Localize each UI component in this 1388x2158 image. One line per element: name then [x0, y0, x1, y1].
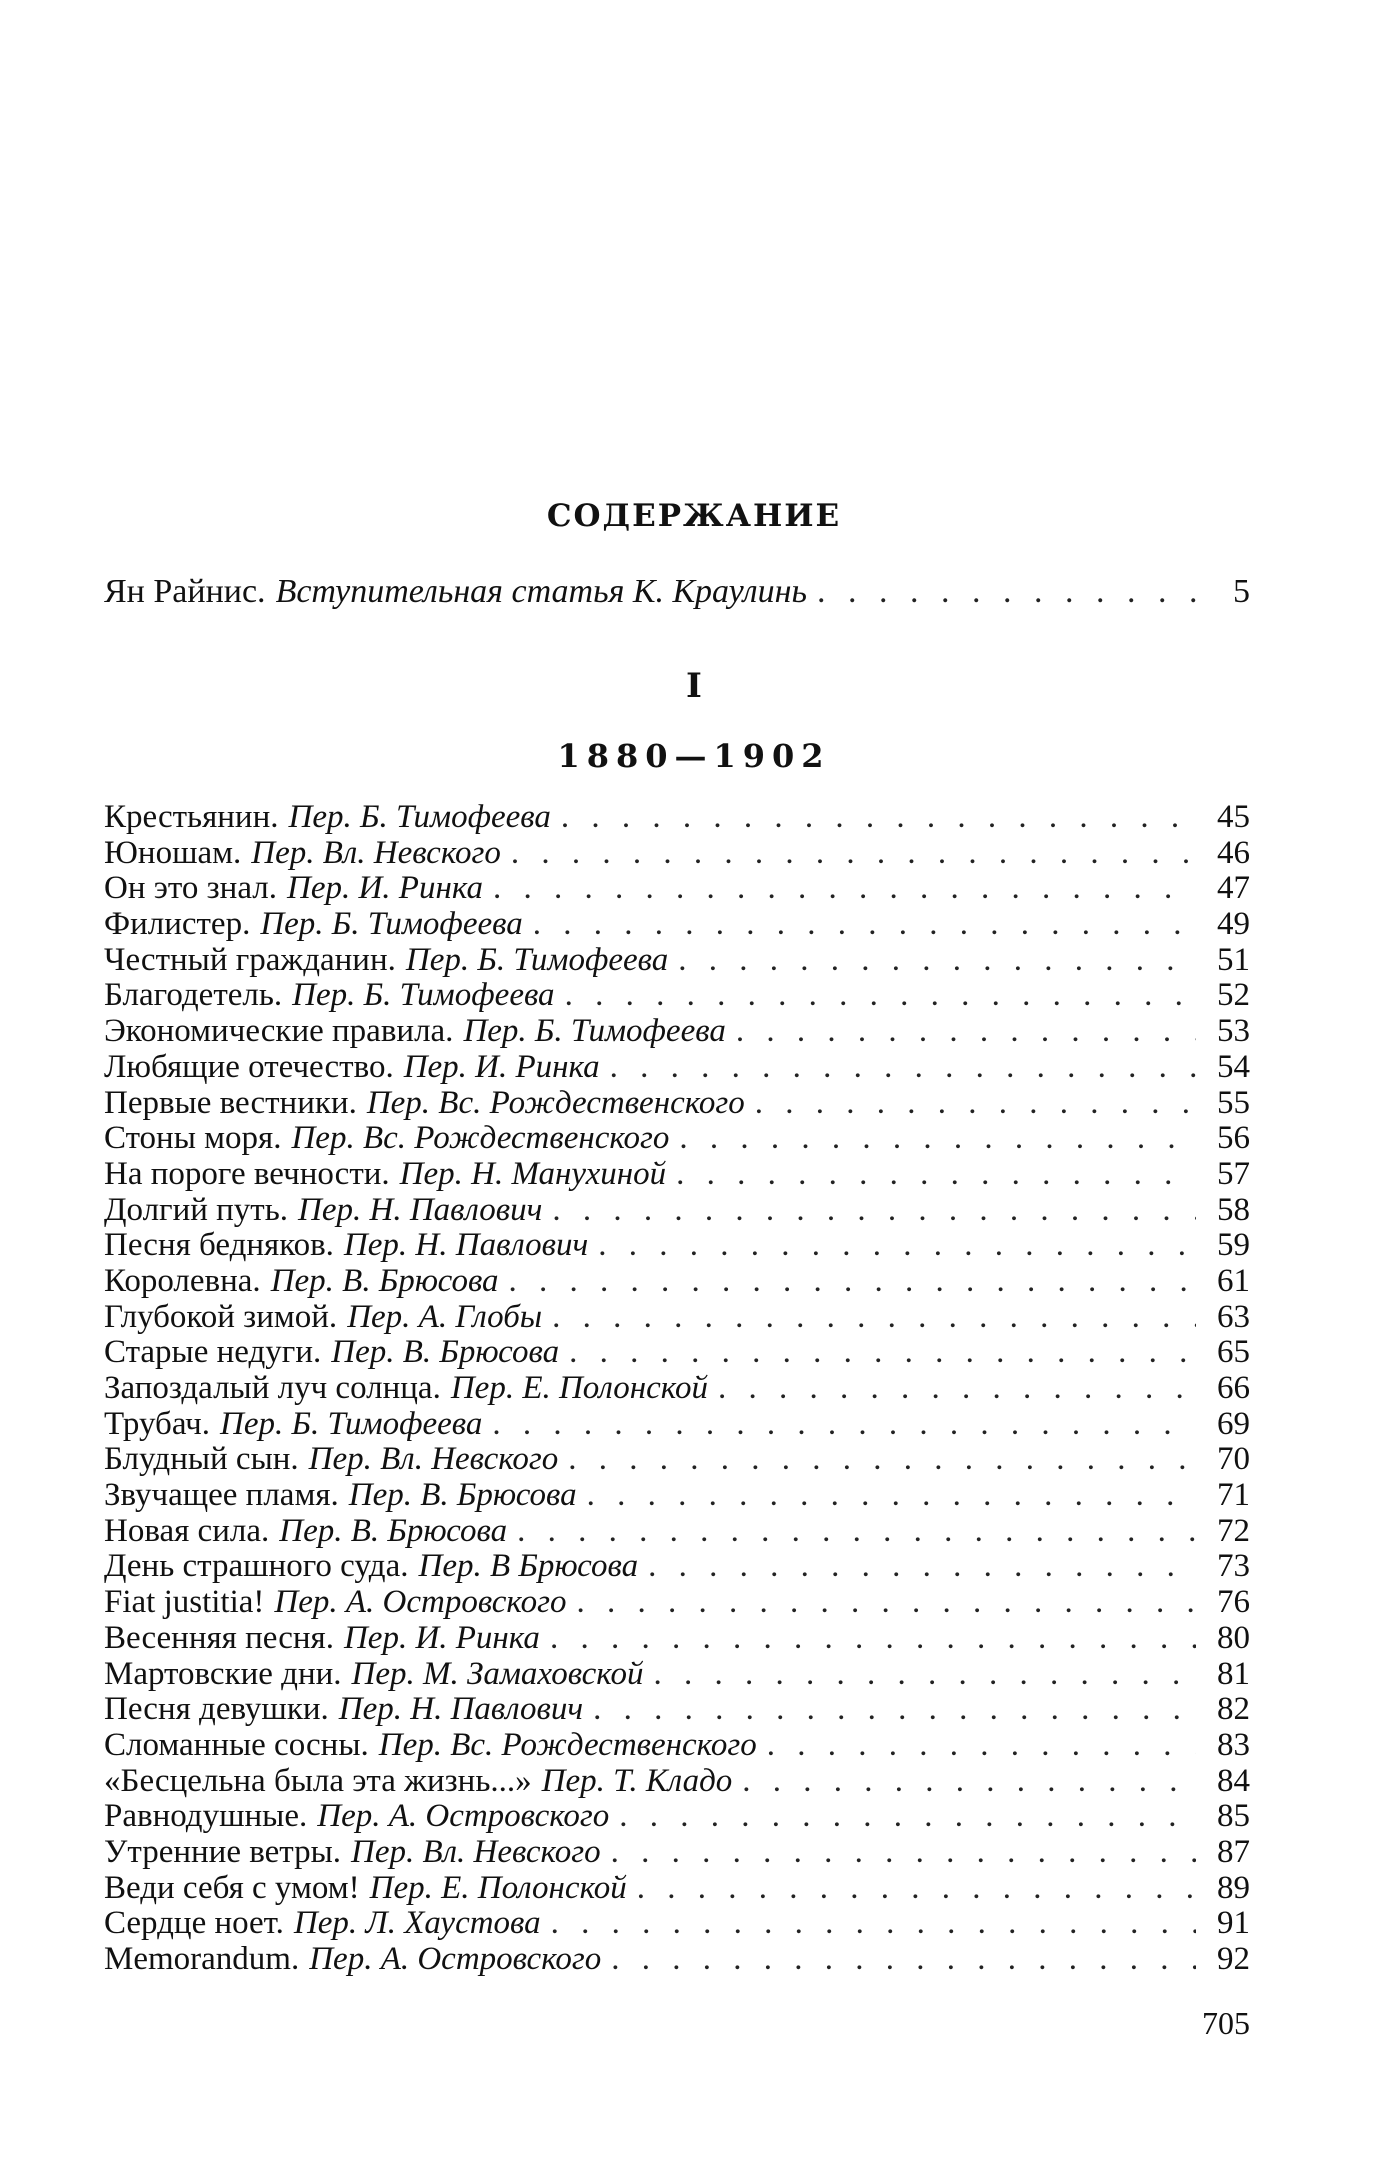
dot-leader	[568, 1442, 1196, 1478]
toc-entry	[104, 1764, 1250, 1800]
dot-leader	[610, 1050, 1196, 1086]
entry-page-number: 63	[1217, 1298, 1250, 1335]
entry-translator: Пер. Н. Павлович	[338, 1691, 584, 1728]
toc-entry	[104, 1264, 1250, 1300]
entry-translator: Пер. Б. Тимофеева	[220, 1405, 483, 1442]
toc-entry	[104, 1014, 1250, 1050]
toc-entry	[104, 836, 1250, 872]
entry-page-number: 56	[1217, 1120, 1250, 1157]
entry-translator: Пер. А. Глобы	[347, 1298, 543, 1335]
entry-translator: Пер. В. Брюсова	[348, 1477, 577, 1514]
entry-page-number: 57	[1217, 1155, 1250, 1192]
entry-page-number: 82	[1217, 1691, 1250, 1728]
entry-page-number: 45	[1217, 799, 1250, 835]
entry-page-number: 58	[1217, 1191, 1250, 1228]
entry-translator: Пер. И. Ринка	[343, 1619, 540, 1656]
entry-work-title: Он это знал.	[104, 870, 277, 907]
entry-work-title: День страшного суда.	[104, 1548, 409, 1585]
dot-leader	[517, 1514, 1196, 1550]
toc-entry	[104, 1193, 1250, 1229]
entry-work-title: Любящие отечество.	[104, 1048, 394, 1085]
entry-translator: Пер. Вс. Рождественского	[366, 1084, 745, 1121]
toc-entry	[104, 943, 1250, 979]
dot-leader	[676, 1157, 1196, 1193]
page-title: СОДЕРЖАНИЕ	[546, 498, 842, 534]
dot-leader	[718, 1371, 1196, 1407]
toc-entry	[104, 1799, 1250, 1835]
entry-translator: Пер. Вл. Невского	[351, 1833, 601, 1870]
entry-translator: Пер. В. Брюсова	[331, 1334, 560, 1371]
entry-work-title: Старые недуги.	[104, 1334, 322, 1371]
entry-page-number: 85	[1217, 1798, 1250, 1835]
entry-translator: Пер. А. Островского	[317, 1798, 610, 1835]
entry-page-number: 47	[1217, 870, 1250, 907]
dot-leader	[755, 1086, 1196, 1122]
entry-page-number: 81	[1217, 1655, 1250, 1692]
dot-leader	[736, 1014, 1196, 1050]
entry-translator: Пер. В. Брюсова	[279, 1512, 508, 1549]
entry-translator: Пер. М. Замаховской	[351, 1655, 644, 1692]
entry-translator: Пер. Вл. Невского	[308, 1441, 559, 1478]
entry-translator: Пер. Вл. Невского	[251, 834, 501, 871]
dot-leader	[611, 1942, 1196, 1978]
entry-translator: Пер. Е. Полонской	[450, 1370, 708, 1406]
intro-title: Вступительная статья К. Краулинь	[275, 573, 807, 610]
entry-page-number: 51	[1217, 941, 1250, 978]
entry-translator: Пер. Вс. Рождественского	[291, 1120, 670, 1157]
entry-page-number: 46	[1217, 834, 1250, 871]
entry-page-number: 54	[1217, 1048, 1250, 1085]
entry-translator: Пер. Б. Тимофеева	[288, 799, 551, 835]
entry-translator: Пер. Вс. Рождественского	[378, 1726, 757, 1763]
entry-work-title: Равнодушные.	[104, 1798, 308, 1835]
toc-entry	[104, 1371, 1250, 1407]
entry-work-title: Запоздалый луч солнца.	[104, 1370, 441, 1406]
entry-work-title: Сломанные сосны.	[104, 1726, 369, 1763]
entry-work-title: Честный гражданин.	[104, 941, 396, 978]
entry-translator: Пер. Л. Хаустова	[293, 1905, 541, 1942]
entry-translator: Пер. Н. Павлович	[343, 1227, 589, 1264]
dot-leader	[492, 1407, 1196, 1443]
dot-leader	[533, 907, 1196, 943]
dot-leader	[576, 1585, 1196, 1621]
entry-translator: Пер. Б. Тимофеева	[463, 1013, 726, 1050]
dot-leader	[619, 1799, 1196, 1835]
dot-leader	[678, 943, 1196, 979]
dot-leader	[767, 1728, 1196, 1764]
entry-page-number: 66	[1217, 1370, 1250, 1406]
entry-translator: Пер. Т. Кладо	[541, 1762, 733, 1799]
entry-work-title: Memorandum.	[104, 1941, 300, 1977]
entry-translator: Пер. Б. Тимофеева	[292, 977, 555, 1014]
entry-translator: Пер. А. Островского	[274, 1584, 567, 1621]
toc-entry	[104, 1121, 1250, 1157]
toc-entry	[104, 1728, 1250, 1764]
entry-work-title: Благодетель.	[104, 977, 283, 1014]
entry-page-number: 55	[1217, 1084, 1250, 1121]
toc-entry	[104, 1514, 1250, 1550]
entry-work-title: Новая сила.	[104, 1512, 270, 1549]
intro-page-number: 5	[1233, 573, 1250, 610]
entry-page-number: 84	[1217, 1762, 1250, 1799]
entry-translator: Пер. Б. Тимофеева	[260, 906, 523, 943]
entry-translator: Пер. Е. Полонской	[369, 1869, 627, 1906]
toc-entry	[104, 1906, 1250, 1942]
toc-entry	[104, 871, 1250, 907]
toc-entry	[104, 1442, 1250, 1478]
entry-page-number: 71	[1217, 1477, 1250, 1514]
toc-entry	[104, 1335, 1250, 1371]
toc-entry	[104, 1228, 1250, 1264]
dot-leader	[593, 1692, 1196, 1728]
toc-entry	[104, 1835, 1250, 1871]
entry-translator: Пер. В Брюсова	[418, 1548, 639, 1585]
entry-work-title: Песня бедняков.	[104, 1227, 334, 1264]
entry-work-title: Сердце ноет.	[104, 1905, 284, 1942]
entry-page-number: 49	[1217, 906, 1250, 943]
entry-page-number: 52	[1217, 977, 1250, 1014]
entry-work-title: Юношам.	[104, 834, 242, 871]
entry-translator: Пер. Н. Манухиной	[399, 1155, 667, 1192]
entry-work-title: Песня девушки.	[104, 1691, 329, 1728]
toc-entry	[104, 1585, 1250, 1621]
entry-translator: Пер. И. Ринка	[403, 1048, 600, 1085]
entry-page-number: 70	[1217, 1441, 1250, 1478]
entry-work-title: Fiat justitia!	[104, 1584, 265, 1621]
toc-entry	[104, 978, 1250, 1014]
entry-page-number: 69	[1217, 1405, 1250, 1442]
entry-page-number: 59	[1217, 1227, 1250, 1264]
entry-page-number: 73	[1217, 1548, 1250, 1585]
entry-work-title: Экономические правила.	[104, 1013, 454, 1050]
dot-leader	[648, 1549, 1196, 1585]
dot-leader	[598, 1228, 1196, 1264]
dot-leader	[611, 1835, 1196, 1871]
entry-work-title: Крестьянин.	[104, 799, 279, 835]
dot-leader	[679, 1121, 1196, 1157]
toc-entry	[104, 1157, 1250, 1193]
entry-work-title: Весенняя песня.	[104, 1619, 334, 1656]
toc-entry	[104, 1549, 1250, 1585]
dot-leader	[565, 978, 1196, 1014]
entry-work-title: Стоны моря.	[104, 1120, 282, 1157]
entry-translator: Пер. В. Брюсова	[270, 1262, 499, 1299]
entry-page-number: 91	[1217, 1905, 1250, 1942]
page-folio: 705	[1202, 2005, 1250, 2041]
entry-work-title: Глубокой зимой.	[104, 1298, 338, 1335]
entry-work-title: На пороге вечности.	[104, 1155, 390, 1192]
entry-work-title: Трубач.	[104, 1405, 210, 1442]
entry-page-number: 53	[1217, 1013, 1250, 1050]
table-of-contents	[104, 800, 1250, 1978]
entry-work-title: Веди себя с умом!	[104, 1869, 360, 1906]
intro-entry	[104, 573, 1250, 623]
dot-leader	[551, 1906, 1196, 1942]
entry-page-number: 92	[1217, 1941, 1250, 1977]
dot-leader	[509, 1264, 1196, 1300]
entry-page-number: 87	[1217, 1833, 1250, 1870]
entry-work-title: Королевна.	[104, 1262, 261, 1299]
toc-entry	[104, 1086, 1250, 1122]
toc-entry	[104, 1692, 1250, 1728]
entry-work-title: Филистер.	[104, 906, 251, 943]
entry-work-title: Блудный сын.	[104, 1441, 299, 1478]
dot-leader	[637, 1871, 1196, 1907]
toc-entry	[104, 1478, 1250, 1514]
toc-entry	[104, 1300, 1250, 1336]
toc-entry	[104, 1407, 1250, 1443]
toc-entry	[104, 1657, 1250, 1693]
entry-page-number: 80	[1217, 1619, 1250, 1656]
entry-page-number: 89	[1217, 1869, 1250, 1906]
entry-page-number: 76	[1217, 1584, 1250, 1621]
dot-leader	[569, 1335, 1196, 1371]
dot-leader	[552, 1193, 1196, 1229]
toc-entry	[104, 1942, 1250, 1978]
entry-work-title: Первые вестники.	[104, 1084, 357, 1121]
entry-translator: Пер. Б. Тимофеева	[405, 941, 669, 978]
toc-entry	[104, 1050, 1250, 1086]
section-years: 1880—1902	[557, 737, 831, 775]
dot-leader	[552, 1300, 1196, 1336]
dot-leader	[511, 836, 1196, 872]
dot-leader	[550, 1621, 1196, 1657]
entry-page-number: 72	[1217, 1512, 1250, 1549]
section-number: I	[686, 666, 702, 706]
entry-work-title: Утренние ветры.	[104, 1833, 341, 1870]
entry-page-number: 65	[1217, 1334, 1250, 1371]
intro-author: Ян Райнис.	[104, 573, 266, 610]
toc-entry	[104, 907, 1250, 943]
entry-work-title: Мартовские дни.	[104, 1655, 342, 1692]
entry-translator: Пер. Н. Павлович	[298, 1191, 543, 1228]
entry-translator: Пер. И. Ринка	[287, 870, 483, 907]
dot-leader	[561, 800, 1196, 836]
toc-entry	[104, 1871, 1250, 1907]
dot-leader	[742, 1764, 1196, 1800]
dot-leader	[817, 573, 1196, 611]
dot-leader	[493, 871, 1196, 907]
dot-leader	[587, 1478, 1196, 1514]
toc-entry	[104, 1621, 1250, 1657]
entry-work-title: Долгий путь.	[104, 1191, 289, 1228]
entry-work-title: «Бесцельна была эта жизнь...»	[104, 1762, 532, 1799]
toc-entry	[104, 800, 1250, 836]
dot-leader	[653, 1657, 1196, 1693]
entry-work-title: Звучащее пламя.	[104, 1477, 339, 1514]
entry-translator: Пер. А. Островского	[309, 1941, 602, 1977]
entry-page-number: 61	[1217, 1262, 1250, 1299]
entry-page-number: 83	[1217, 1726, 1250, 1763]
